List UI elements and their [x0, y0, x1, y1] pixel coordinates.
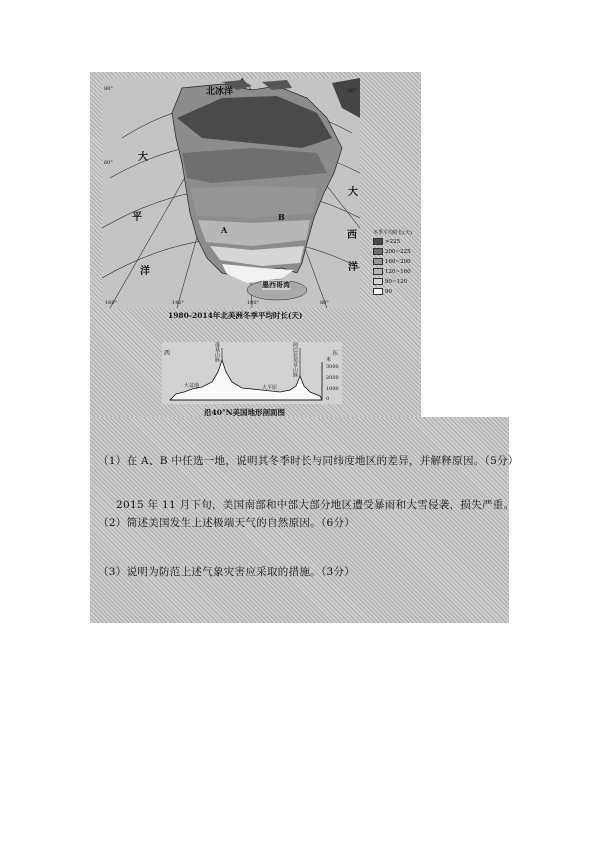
atlantic-label-yang: 洋: [348, 262, 358, 273]
profile-tick: 0: [326, 396, 330, 402]
legend-item: [373, 277, 421, 286]
gulf-of-mexico-label: 墨西哥湾: [262, 280, 290, 289]
zone-160-200: [190, 186, 317, 218]
question-3: （3）说明为防范上述气象灾害应采取的措施。（3分）: [98, 566, 356, 578]
legend-title: 冬季平均时长(天): [373, 230, 412, 236]
profile-east-label: 东: [332, 350, 339, 357]
atlantic-label-da: 大: [348, 187, 358, 198]
profile-caption: 沿40°N美国地形剖面图: [204, 408, 286, 417]
point-a-label: A: [221, 225, 228, 235]
question-1: （1）在 A、B 中任选一地，说明其冬季时长与同纬度地区的差异，并解释原因。（5分）: [98, 455, 519, 467]
north-america-map: [102, 78, 360, 308]
profile-left-peak-label: 落基山脉: [214, 342, 220, 362]
figure-panel: [90, 72, 421, 417]
questions-panel: [90, 417, 519, 623]
pacific-label-yang: 洋: [140, 266, 150, 277]
profile-tick: 3000: [326, 364, 339, 370]
question-2: （2）简述美国发生上述极端天气的自然原因。（6分）: [98, 517, 356, 529]
lon-tick-140: 140°: [172, 300, 185, 306]
legend-label: 90~120: [385, 278, 408, 285]
profile-right-peak-label: 阿巴拉契亚山脉: [292, 342, 298, 377]
legend-item: [373, 287, 421, 296]
profile-basin-label: 大盆地: [184, 383, 200, 389]
map-caption: 1980-2014年北美洲冬季平均时长(天): [168, 311, 303, 320]
profile-graphic: [162, 342, 342, 404]
legend-item: [373, 247, 421, 256]
legend-swatch: [373, 278, 383, 285]
question-intro: 2015 年 11 月下旬，美国南部和中部大部分地区遭受暴雨和大雪侵袭，损失严重。: [116, 499, 515, 511]
lat-tick-60: 60°: [104, 160, 113, 166]
arctic-ocean-label: 北冰洋: [206, 87, 234, 97]
legend-label: 160~200: [385, 258, 411, 265]
legend-swatch: [373, 288, 383, 295]
lon-tick-100: 100°: [247, 300, 260, 306]
profile-tick: 1000: [326, 386, 339, 392]
map-legend: [373, 230, 421, 296]
lon-tick-80: 80°: [320, 300, 329, 306]
terrain-profile: [162, 342, 342, 404]
legend-swatch: [373, 258, 383, 265]
legend-swatch: [373, 238, 383, 245]
profile-west-label: 西: [164, 350, 171, 357]
lat-tick-20: 20°: [348, 88, 357, 94]
profile-tick: 2000: [326, 375, 339, 381]
legend-swatch: [373, 248, 383, 255]
profile-plain-label: 大平原: [262, 385, 278, 391]
atlantic-label-xi: 西: [347, 230, 357, 241]
legend-label: >225: [385, 238, 401, 245]
legend-label: 90: [385, 288, 392, 295]
lat-tick-80: 80°: [104, 86, 113, 92]
legend-item: [373, 237, 421, 246]
lon-tick-160: 160°: [105, 300, 118, 306]
pacific-label-da: 大: [138, 152, 148, 163]
pacific-label-ping: 平: [132, 212, 142, 223]
point-b-label: B: [278, 212, 285, 222]
legend-label: 120~160: [385, 268, 411, 275]
legend-swatch: [373, 268, 383, 275]
legend-item: [373, 257, 421, 266]
legend-label: 200~225: [385, 248, 411, 255]
legend-item: [373, 267, 421, 276]
profile-unit-label: 米: [326, 357, 332, 363]
